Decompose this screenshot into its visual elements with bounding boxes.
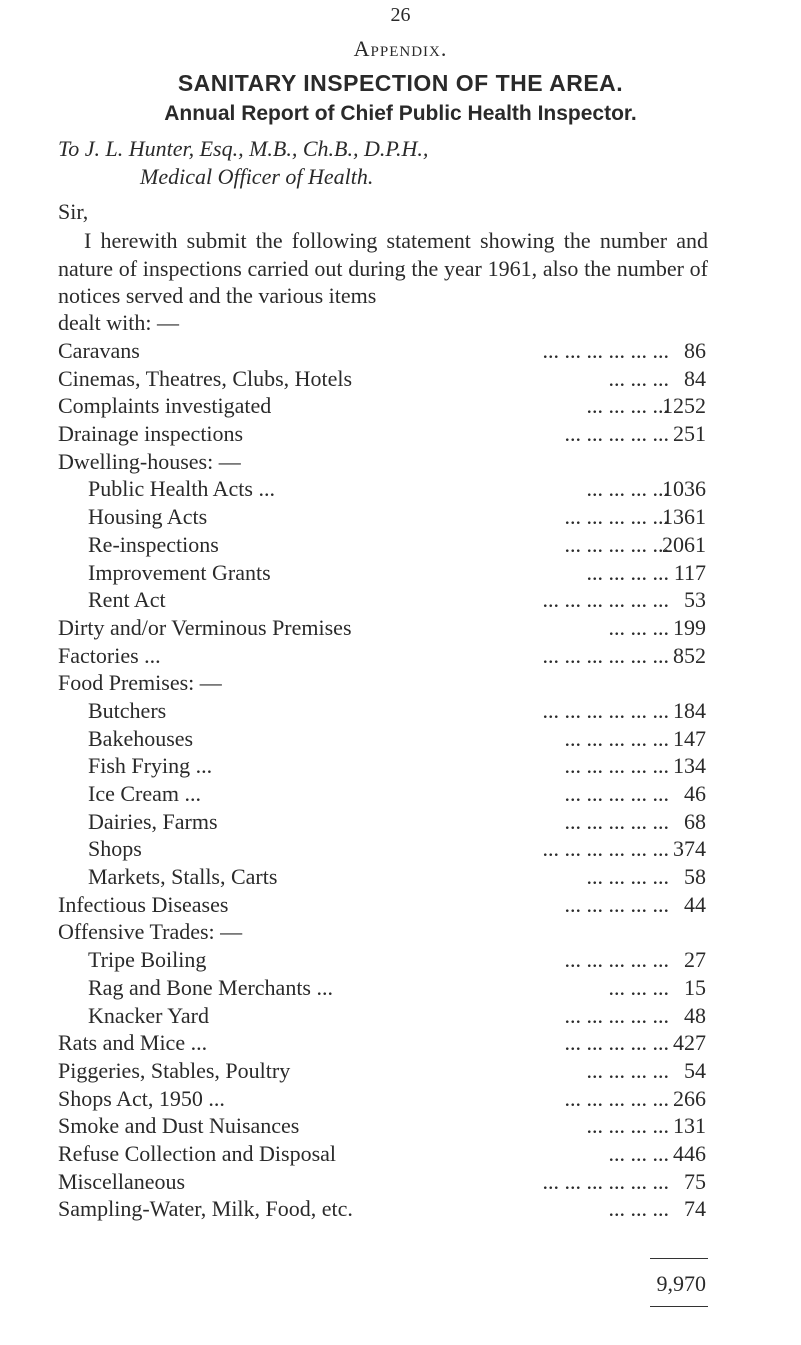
report-title: SANITARY INSPECTION OF THE AREA. <box>177 70 624 96</box>
list-item <box>0 586 801 614</box>
item-count: 53 <box>684 587 706 613</box>
total-value: 9,970 <box>656 1271 706 1296</box>
list-item <box>0 669 801 697</box>
leader-dots: ... ... ... ... ... <box>564 781 669 806</box>
list-item <box>0 697 801 725</box>
item-count: 44 <box>684 891 706 917</box>
item-label: Piggeries, Stables, Poultry <box>58 1057 291 1083</box>
leader-dots: ... ... ... ... <box>586 476 669 502</box>
salutation: Sir, <box>58 199 89 224</box>
page-number: 26 <box>390 4 411 26</box>
item-label: Offensive Trades: — <box>58 919 243 945</box>
item-count: 84 <box>684 365 706 391</box>
appendix-heading: Appendix. <box>353 36 448 61</box>
item-label: Butchers <box>88 697 167 723</box>
list-item <box>0 1112 801 1140</box>
leader-dots: ... ... ... ... ... <box>564 1085 669 1111</box>
list-item <box>0 891 801 919</box>
item-label: Dirty and/or Verminous Premises <box>58 614 352 640</box>
item-label: Re-inspections <box>88 531 219 557</box>
item-count: 1252 <box>662 393 706 419</box>
item-label: Complaints investigated <box>58 393 272 419</box>
item-count: 58 <box>684 864 706 890</box>
leader-dots: ... ... ... ... ... <box>564 421 669 447</box>
leader-dots: ... ... ... <box>608 365 669 391</box>
item-label: Sampling-Water, Milk, Food, etc. <box>58 1196 353 1222</box>
item-label: Refuse Collection and Disposal <box>58 1140 337 1166</box>
item-count: 2061 <box>662 531 706 557</box>
list-item <box>0 503 801 531</box>
list-item <box>0 1029 801 1057</box>
list-item <box>0 835 801 863</box>
leader-dots: ... ... ... ... <box>586 864 669 890</box>
leader-dots: ... ... ... ... ... ... <box>542 642 669 668</box>
item-label: Miscellaneous <box>58 1168 186 1194</box>
list-item <box>0 974 801 1002</box>
item-count: 48 <box>684 1002 706 1028</box>
item-count: 1361 <box>662 504 706 530</box>
list-item <box>0 1085 801 1113</box>
leader-dots: ... ... ... ... ... ... <box>542 1168 669 1194</box>
inspection-list <box>0 337 801 1223</box>
list-item <box>0 1057 801 1085</box>
item-count: 15 <box>684 974 706 1000</box>
list-item <box>0 1195 801 1223</box>
item-count: 251 <box>673 421 706 447</box>
leader-dots: ... ... ... ... ... <box>564 947 669 973</box>
leader-dots: ... ... ... <box>608 1196 669 1222</box>
item-label: Tripe Boiling <box>88 947 207 973</box>
list-item <box>0 365 801 393</box>
leader-dots: ... ... ... ... <box>586 393 669 419</box>
list-item <box>0 1168 801 1196</box>
item-label: Public Health Acts ... <box>88 476 275 502</box>
leader-dots: ... ... ... ... ... ... <box>542 836 669 862</box>
leader-dots: ... ... ... ... ... <box>564 504 669 530</box>
leader-dots: ... ... ... ... ... ... <box>542 697 669 723</box>
item-label: Smoke and Dust Nuisances <box>58 1113 300 1139</box>
item-count: 1036 <box>662 476 706 502</box>
leader-dots: ... ... ... ... <box>586 559 669 585</box>
leader-dots: ... ... ... <box>608 1140 669 1166</box>
list-item <box>0 420 801 448</box>
item-count: 147 <box>673 725 706 751</box>
item-count: 74 <box>684 1196 706 1222</box>
leader-dots: ... ... ... <box>608 614 669 640</box>
list-item <box>0 1002 801 1030</box>
item-label: Food Premises: — <box>58 670 222 696</box>
item-label: Shops Act, 1950 ... <box>58 1085 225 1111</box>
list-item <box>0 614 801 642</box>
list-item <box>0 1140 801 1168</box>
list-item <box>0 392 801 420</box>
item-label: Dwelling-houses: — <box>58 448 241 474</box>
item-count: 68 <box>684 808 706 834</box>
item-label: Rats and Mice ... <box>58 1030 208 1056</box>
item-count: 446 <box>673 1140 706 1166</box>
item-label: Bakehouses <box>88 725 194 751</box>
item-label: Cinemas, Theatres, Clubs, Hotels <box>58 365 353 391</box>
item-count: 266 <box>673 1085 706 1111</box>
item-count: 852 <box>673 642 706 668</box>
item-count: 134 <box>673 753 706 779</box>
leader-dots: ... ... ... ... <box>586 1113 669 1139</box>
list-item <box>0 475 801 503</box>
item-label: Factories ... <box>58 642 161 668</box>
item-label: Infectious Diseases <box>58 891 229 917</box>
item-count: 75 <box>684 1168 706 1194</box>
item-count: 427 <box>673 1030 706 1056</box>
list-item <box>0 780 801 808</box>
leader-dots: ... ... ... ... <box>586 1057 669 1083</box>
item-label: Improvement Grants <box>88 559 271 585</box>
total-rule-top <box>650 1258 708 1259</box>
item-label: Rent Act <box>88 587 166 613</box>
leader-dots: ... ... ... ... ... <box>564 1002 669 1028</box>
list-item <box>0 725 801 753</box>
item-label: Ice Cream ... <box>88 781 201 806</box>
leader-dots: ... ... ... ... ... <box>564 891 669 917</box>
item-label: Caravans <box>58 338 140 363</box>
list-item <box>0 642 801 670</box>
addressee-line-2: Medical Officer of Health. <box>140 164 374 189</box>
item-label: Shops <box>88 836 142 862</box>
total-rule-bottom <box>650 1306 708 1307</box>
intro-paragraph-end: dealt with: — <box>58 310 179 335</box>
item-count: 184 <box>673 697 706 723</box>
list-item <box>0 752 801 780</box>
item-label: Knacker Yard <box>88 1002 209 1028</box>
list-item <box>0 808 801 836</box>
leader-dots: ... ... ... ... ... <box>564 1030 669 1056</box>
intro-paragraph: I herewith submit the following statement showing the number and nature of inspections carried out during the year 1961, also the number of notices served and the various items <box>58 228 708 308</box>
list-item <box>0 863 801 891</box>
leader-dots: ... ... ... ... ... <box>564 531 669 557</box>
leader-dots: ... ... ... ... ... ... <box>542 338 669 363</box>
item-label: Dairies, Farms <box>88 808 218 834</box>
item-count: 86 <box>684 338 706 363</box>
item-count: 46 <box>684 781 706 806</box>
list-item <box>0 946 801 974</box>
item-label: Markets, Stalls, Carts <box>88 864 278 890</box>
item-label: Housing Acts <box>88 504 208 530</box>
addressee-line-1: To J. L. Hunter, Esq., M.B., Ch.B., D.P.H., <box>58 136 429 161</box>
leader-dots: ... ... ... ... ... <box>564 808 669 834</box>
list-item <box>0 448 801 476</box>
item-count: 131 <box>673 1113 706 1139</box>
list-item <box>0 559 801 587</box>
item-label: Fish Frying ... <box>88 753 213 779</box>
item-label: Drainage inspections <box>58 421 244 447</box>
report-subtitle: Annual Report of Chief Public Health Inspector. <box>164 102 637 125</box>
item-count: 117 <box>673 559 706 585</box>
item-count: 374 <box>673 836 706 862</box>
leader-dots: ... ... ... ... ... ... <box>542 587 669 613</box>
leader-dots: ... ... ... <box>608 974 669 1000</box>
item-count: 199 <box>673 614 706 640</box>
leader-dots: ... ... ... ... ... <box>564 753 669 779</box>
list-item <box>0 337 801 365</box>
item-count: 27 <box>684 947 706 973</box>
item-count: 54 <box>684 1057 706 1083</box>
list-item <box>0 918 801 946</box>
leader-dots: ... ... ... ... ... <box>564 725 669 751</box>
list-item <box>0 531 801 559</box>
item-label: Rag and Bone Merchants ... <box>88 974 333 1000</box>
